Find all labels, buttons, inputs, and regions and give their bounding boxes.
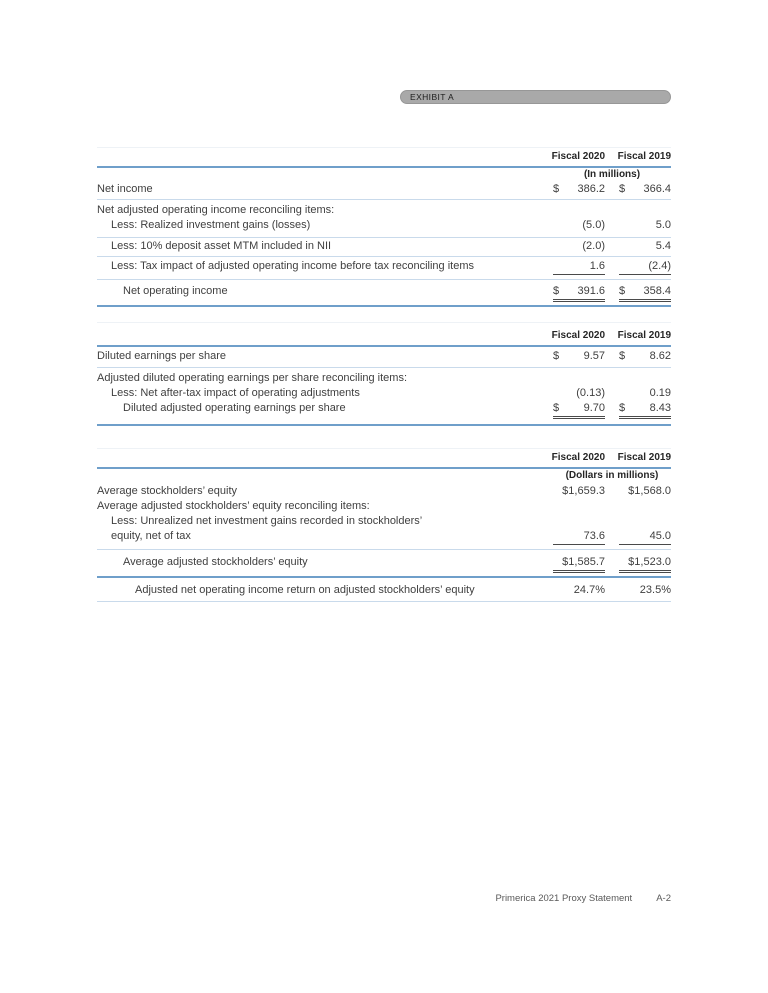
value: (0.13) <box>576 387 605 399</box>
value: 366.4 <box>643 183 671 195</box>
value: 45.0 <box>649 530 671 542</box>
header-cells <box>553 150 671 164</box>
table-row-realized-gains <box>97 217 671 232</box>
row-label: Diluted earnings per share <box>97 350 227 362</box>
stockholders-equity-table <box>97 448 671 602</box>
table-header-row <box>97 323 671 347</box>
row-label: Average adjusted stockholders’ equity <box>123 556 308 568</box>
row-label: Adjusted net operating income return on adjusted stockholders’ equity <box>135 584 475 596</box>
table-row-average-equity <box>97 483 671 498</box>
eps-reconciling-items-group <box>97 368 671 426</box>
table-row-net-income <box>97 181 671 200</box>
column-header-label: Fiscal 2020 <box>551 330 605 341</box>
units-row <box>97 168 671 181</box>
fiscal-2020-value <box>553 284 605 302</box>
column-header-label: Fiscal 2020 <box>551 151 605 162</box>
column-header-fiscal-2020 <box>553 329 605 343</box>
diluted-eps-table <box>97 322 671 426</box>
fiscal-2019-value <box>619 484 671 498</box>
value: 5.4 <box>655 240 671 252</box>
table-row-unrealized-gains-line1 <box>97 513 671 528</box>
value: 391.6 <box>577 285 605 297</box>
value: (2.4) <box>648 260 671 272</box>
table-row-deposit-asset-mtm <box>97 238 671 257</box>
fiscal-2020-value <box>553 239 605 253</box>
value: (5.0) <box>582 219 605 231</box>
row-label: Less: Net after-tax impact of operating adjustments <box>111 387 360 399</box>
fiscal-2019-value <box>619 583 671 597</box>
group-label-row <box>97 202 671 217</box>
value: $1,659.3 <box>562 485 605 497</box>
column-header-fiscal-2019 <box>619 451 671 465</box>
row-label: equity, net of tax <box>111 530 191 542</box>
value: 5.0 <box>655 219 671 231</box>
fiscal-2020-value <box>553 529 605 545</box>
table-header-row <box>97 449 671 469</box>
value: 73.6 <box>583 530 605 542</box>
fiscal-2020-value <box>553 259 605 275</box>
table-row-tax-impact <box>97 257 671 280</box>
value: 358.4 <box>643 285 671 297</box>
row-label: Diluted adjusted operating earnings per share <box>123 402 346 414</box>
row-label: Net operating income <box>123 285 228 297</box>
footer-text: Primerica 2021 Proxy Statement <box>495 893 633 904</box>
value: 8.43 <box>649 402 671 414</box>
fiscal-2020-value <box>553 583 605 597</box>
value: $1,568.0 <box>628 485 671 497</box>
fiscal-2019-value <box>619 401 671 419</box>
dollar-sign: $ <box>619 285 626 297</box>
column-header-label: Fiscal 2019 <box>617 452 671 463</box>
fiscal-2019-value <box>619 386 671 400</box>
row-label: Net income <box>97 183 153 195</box>
dollar-sign: $ <box>553 350 560 362</box>
fiscal-2020-value <box>553 555 605 573</box>
fiscal-2019-value <box>619 349 671 363</box>
table-header-row <box>97 148 671 168</box>
dollar-sign: $ <box>553 285 560 297</box>
fiscal-2019-value <box>619 218 671 232</box>
fiscal-2019-value <box>619 239 671 253</box>
dollar-sign: $ <box>553 183 560 195</box>
row-label: Less: 10% deposit asset MTM included in NII <box>111 240 332 252</box>
fiscal-2020-value <box>553 401 605 419</box>
column-header-fiscal-2019 <box>619 150 671 164</box>
dollar-sign: $ <box>619 402 626 414</box>
fiscal-2019-value <box>619 259 671 275</box>
table-row-diluted-eps <box>97 347 671 368</box>
fiscal-2020-value <box>553 484 605 498</box>
row-label: Less: Realized investment gains (losses) <box>111 219 311 231</box>
value: 9.70 <box>583 402 605 414</box>
column-header-fiscal-2020 <box>553 451 605 465</box>
column-header-fiscal-2019 <box>619 329 671 343</box>
net-operating-income-table <box>97 147 671 307</box>
table-row-after-tax-impact <box>97 385 671 400</box>
group-label: Adjusted diluted operating earnings per share reconciling items: <box>97 372 408 384</box>
row-label: Less: Unrealized net investment gains recorded in stockholders’ <box>111 515 423 527</box>
group-label: Average adjusted stockholders’ equity reconciling items: <box>97 500 370 512</box>
table-row-average-adjusted-equity-total <box>97 550 671 578</box>
fiscal-2019-value <box>619 284 671 302</box>
units-label: (Dollars in millions) <box>565 470 659 481</box>
fiscal-2019-value <box>619 555 671 573</box>
fiscal-2019-value <box>619 182 671 196</box>
column-header-fiscal-2020 <box>553 150 605 164</box>
value: 9.57 <box>583 350 605 362</box>
reconciling-items-group <box>97 200 671 238</box>
group-label-row <box>97 498 671 513</box>
fiscal-2019-value <box>619 529 671 545</box>
value: $1,523.0 <box>628 556 671 568</box>
value: 0.19 <box>649 387 671 399</box>
value: $1,585.7 <box>562 556 605 568</box>
value: 24.7% <box>573 584 605 596</box>
column-header-label: Fiscal 2019 <box>617 330 671 341</box>
dollar-sign: $ <box>619 350 626 362</box>
page-footer <box>495 893 671 904</box>
value: 8.62 <box>649 350 671 362</box>
column-header-label: Fiscal 2019 <box>617 151 671 162</box>
fiscal-2020-value <box>553 182 605 196</box>
value: 23.5% <box>639 584 671 596</box>
dollar-sign: $ <box>553 402 560 414</box>
exhibit-a-label: EXHIBIT A <box>410 92 455 102</box>
column-header-label: Fiscal 2020 <box>551 452 605 463</box>
exhibit-a-banner <box>400 90 671 104</box>
value: 1.6 <box>589 260 605 272</box>
units-label: (In millions) <box>583 169 641 180</box>
group-label: Net adjusted operating income reconciling items: <box>97 204 335 216</box>
row-label: Average stockholders’ equity <box>97 485 238 497</box>
value: (2.0) <box>582 240 605 252</box>
units-row <box>97 469 671 483</box>
table-row-diluted-adjusted-eps-total <box>97 400 671 419</box>
row-label: Less: Tax impact of adjusted operating income before tax reconciling items <box>111 260 474 272</box>
fiscal-2020-value <box>553 349 605 363</box>
footer-page-number: A-2 <box>656 893 671 904</box>
group-label-row <box>97 370 671 385</box>
fiscal-2020-value <box>553 386 605 400</box>
table-row-unrealized-gains-line2 <box>97 528 671 550</box>
fiscal-2020-value <box>553 218 605 232</box>
table-row-net-operating-income-total <box>97 280 671 307</box>
value: 386.2 <box>577 183 605 195</box>
dollar-sign: $ <box>619 183 626 195</box>
table-row-adjusted-return <box>97 578 671 602</box>
